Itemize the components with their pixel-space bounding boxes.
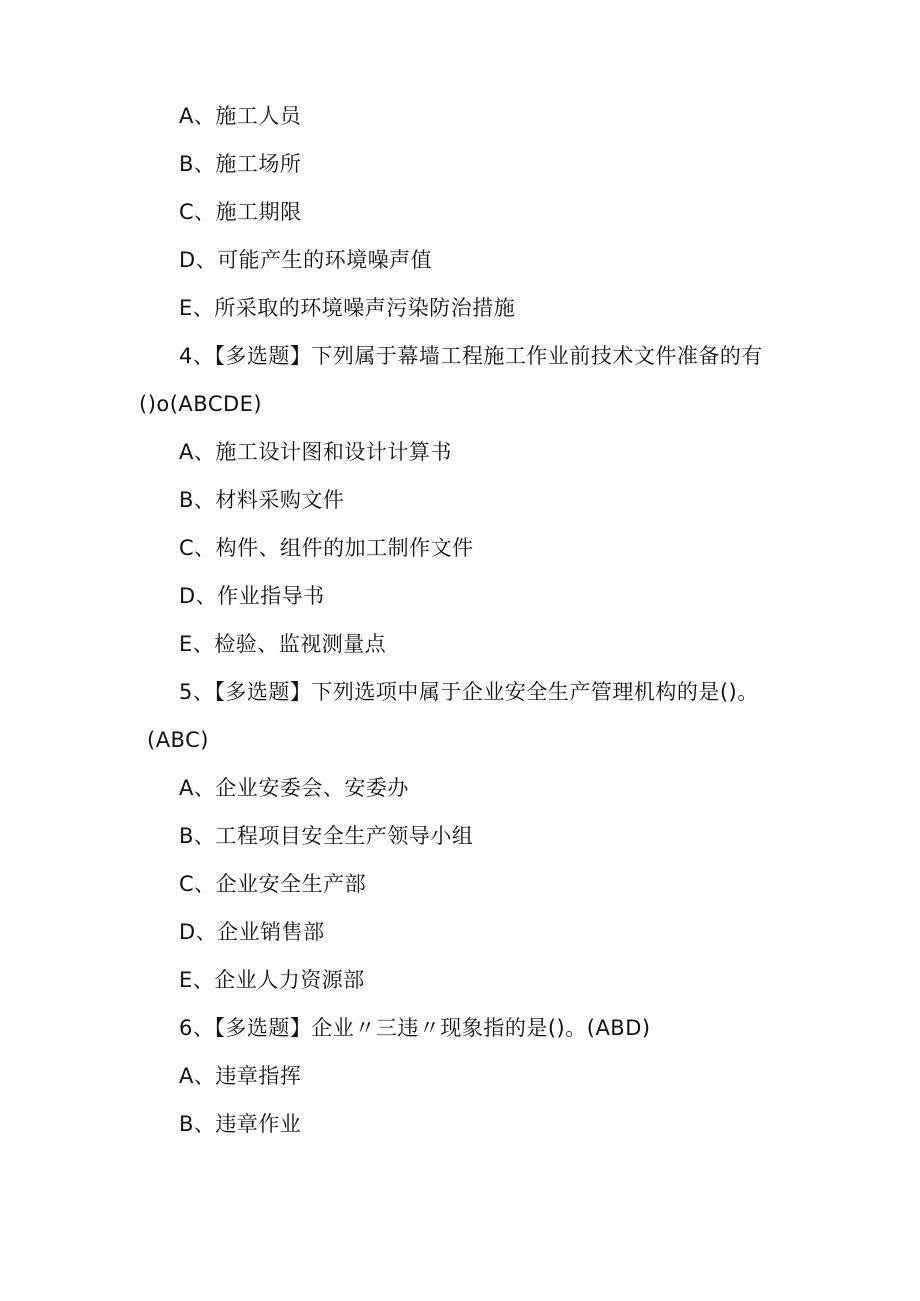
q5-option-b: B、工程项目安全生产领导小组	[179, 824, 474, 848]
q3-option-b: B、施工场所	[179, 152, 302, 176]
q5-option-d: D、企业销售部	[179, 920, 325, 944]
q4-answer: ()o(ABCDE)	[139, 392, 263, 416]
q5-option-e: E、企业人力资源部	[179, 968, 365, 992]
q5-option-c: C、企业安全生产部	[179, 872, 367, 896]
q6-stem: 6、【多选题】企业〃三违〃现象指的是()。(ABD)	[179, 1016, 651, 1040]
q6-option-a: A、违章指挥	[179, 1064, 302, 1088]
q4-option-e: E、检验、监视测量点	[179, 632, 387, 656]
q5-stem: 5、【多选题】下列选项中属于企业安全生产管理机构的是()。	[179, 680, 759, 704]
q4-option-a: A、施工设计图和设计计算书	[179, 440, 452, 464]
q3-option-a: A、施工人员	[179, 104, 302, 128]
q4-option-d: D、作业指导书	[179, 584, 325, 608]
q3-option-c: C、施工期限	[179, 200, 302, 224]
q3-option-d: D、可能产生的环境噪声值	[179, 248, 433, 272]
q5-answer: (ABC)	[147, 728, 209, 752]
q3-option-e: E、所采取的环境噪声污染防治措施	[179, 296, 516, 320]
q4-option-c: C、构件、组件的加工制作文件	[179, 536, 474, 560]
q5-option-a: A、企业安委会、安委办	[179, 776, 409, 800]
q4-stem: 4、【多选题】下列属于幕墙工程施工作业前技术文件准备的有	[179, 344, 763, 368]
q6-option-b: B、违章作业	[179, 1112, 302, 1136]
q4-option-b: B、材料采购文件	[179, 488, 345, 512]
